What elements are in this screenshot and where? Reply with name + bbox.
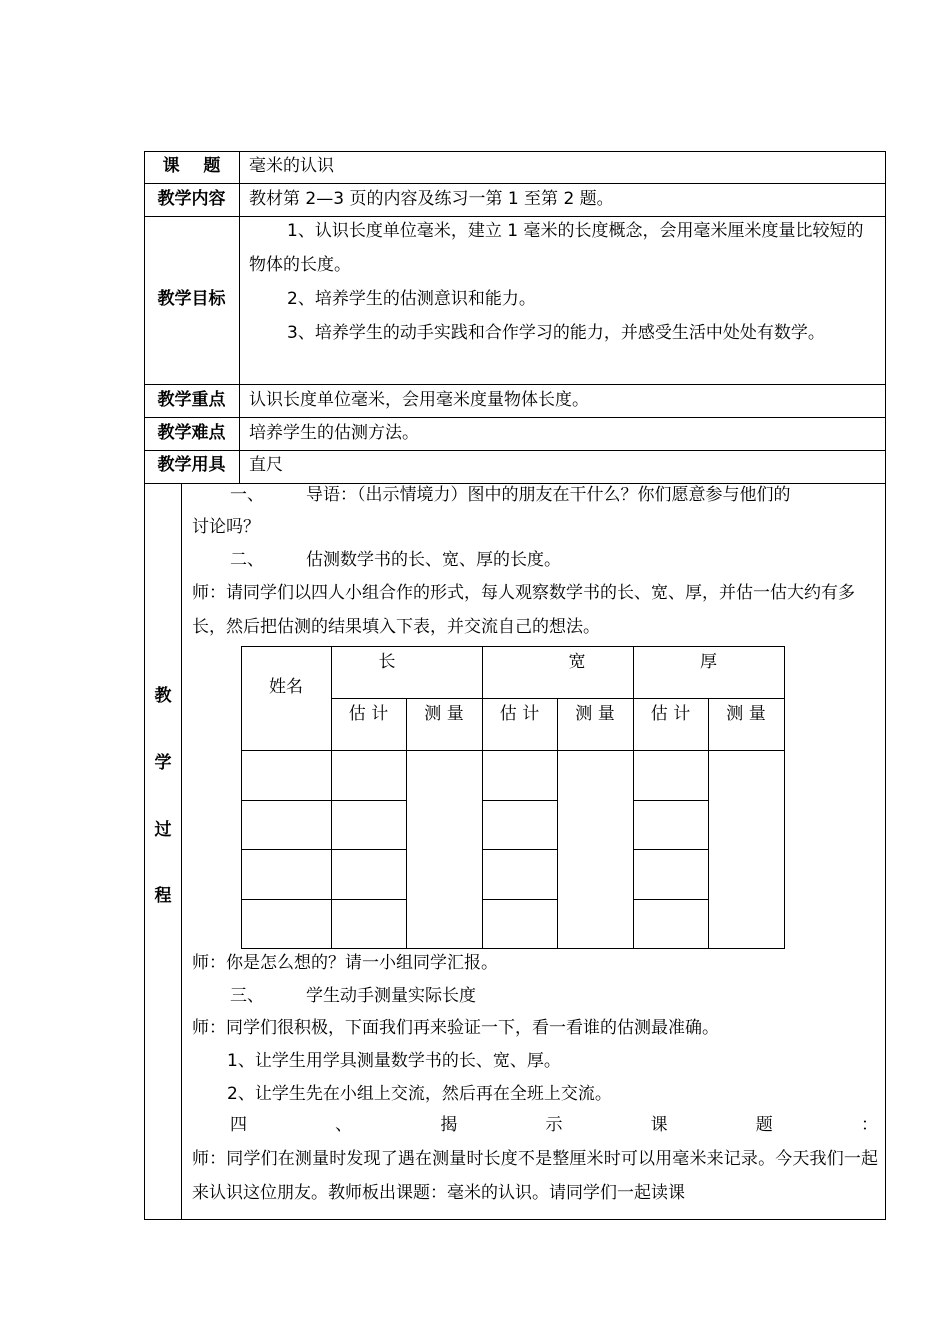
step-two-number: 二、 bbox=[230, 550, 264, 570]
activity-1: 1、让学生用学具测量数学书的长、宽、厚。 bbox=[227, 1051, 561, 1071]
step-two-text: 估测数学书的长、宽、厚的长度。 bbox=[306, 550, 561, 570]
measure-header: 测 量 bbox=[726, 704, 766, 724]
table-right-border bbox=[885, 151, 886, 1220]
process-label-char: 学 bbox=[154, 753, 172, 773]
goal-item-1: 1、认识长度单位毫米，建立 1 毫米的长度概念，会用毫米厘米度量比较短的物体的长度。 bbox=[249, 221, 864, 275]
teacher-instruction: 师：请同学们以四人小组合作的形式，每人观察数学书的长、宽、厚，并估一估大约有多长，然后把估测的结果填入下表，并交流自己的想法。 bbox=[192, 583, 855, 637]
name-header: 姓名 bbox=[269, 677, 303, 697]
step-four-heading: 四 、 揭 示 课 题 ： bbox=[230, 1115, 878, 1135]
difficulty-value: 培养学生的估测方法。 bbox=[249, 423, 419, 443]
goals-label: 教学目标 bbox=[157, 289, 226, 309]
content-label: 教学内容 bbox=[157, 189, 226, 209]
measure-header: 测 量 bbox=[424, 704, 464, 724]
table-top-border bbox=[144, 151, 886, 152]
thickness-header: 厚 bbox=[700, 652, 717, 672]
row-divider bbox=[144, 483, 886, 484]
topic-label: 课 题 bbox=[162, 156, 221, 176]
estimation-table bbox=[241, 646, 785, 949]
teacher-verify: 师：同学们很积极，下面我们再来验证一下，看一看谁的估测最准确。 bbox=[192, 1018, 719, 1038]
measure-header: 测 量 bbox=[575, 704, 615, 724]
content-value: 教材第 2—3 页的内容及练习一第 1 至第 2 题。 bbox=[249, 189, 614, 209]
step-three-number: 三、 bbox=[230, 986, 264, 1006]
difficulty-label: 教学难点 bbox=[157, 423, 226, 443]
goal-item-2: 2、培养学生的估测意识和能力。 bbox=[287, 289, 536, 309]
step-one-number: 一、 bbox=[230, 485, 264, 505]
row-divider bbox=[144, 384, 886, 385]
row-divider bbox=[144, 183, 886, 184]
tools-value: 直尺 bbox=[249, 455, 283, 475]
process-label-char: 教 bbox=[154, 686, 172, 706]
teacher-introduction: 师：同学们在测量时发现了遇在测量时长度不是整厘米时可以用毫米来记录。今天我们一起来认识这位朋友。教师板出课题：毫米的认识。请同学们一起读课 bbox=[192, 1149, 878, 1203]
process-label-char: 程 bbox=[154, 886, 172, 906]
tools-label: 教学用具 bbox=[157, 455, 226, 475]
topic-value: 毫米的认识 bbox=[249, 156, 334, 176]
estimate-header: 估 计 bbox=[499, 704, 540, 724]
estimate-header: 估 计 bbox=[348, 704, 389, 724]
label-column-divider bbox=[239, 151, 240, 484]
row-divider bbox=[144, 417, 886, 418]
step-one-text: 导语：（出示情境力）图中的朋友在干什么？你们愿意参与他们的 bbox=[306, 485, 791, 505]
table-bottom-border bbox=[144, 1219, 886, 1220]
process-column-divider bbox=[181, 483, 182, 1220]
process-label-char: 过 bbox=[154, 820, 172, 840]
step-three-text: 学生动手测量实际长度 bbox=[306, 986, 476, 1006]
estimate-header: 估 计 bbox=[650, 704, 691, 724]
goal-item-3: 3、培养学生的动手实践和合作学习的能力，并感受生活中处处有数学。 bbox=[287, 323, 825, 343]
activity-2: 2、让学生先在小组上交流，然后再在全班上交流。 bbox=[227, 1084, 612, 1104]
length-header: 长 bbox=[378, 652, 396, 672]
table-left-border bbox=[144, 151, 145, 1220]
step-one-continued: 讨论吗？ bbox=[192, 517, 260, 537]
width-header: 宽 bbox=[568, 652, 586, 672]
key-point-value: 认识长度单位毫米，会用毫米度量物体长度。 bbox=[249, 390, 589, 410]
teacher-question: 师：你是怎么想的？请一小组同学汇报。 bbox=[192, 953, 498, 973]
row-divider bbox=[144, 450, 886, 451]
key-point-label: 教学重点 bbox=[157, 390, 226, 410]
